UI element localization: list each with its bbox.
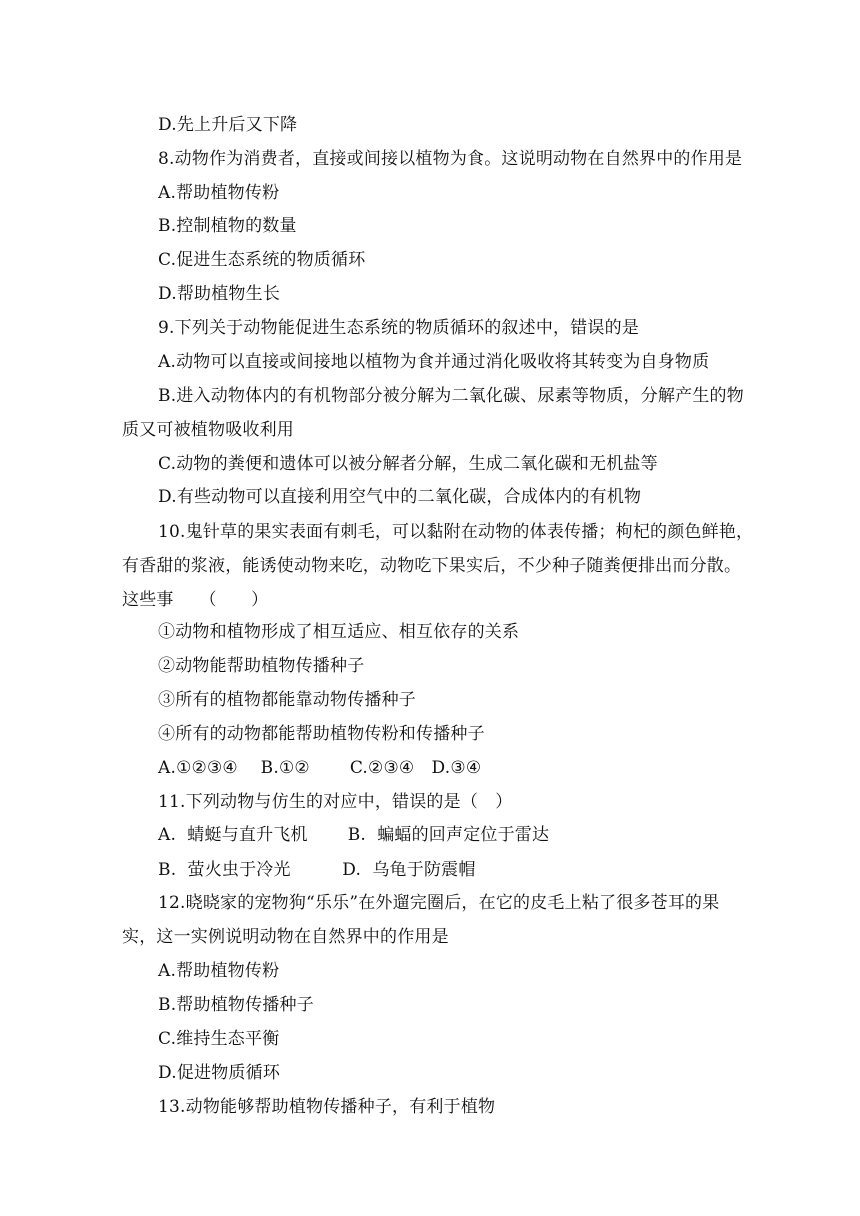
text-line: 8.动物作为消费者，直接或间接以植物为食。这说明动物在自然界中的作用是 — [158, 149, 743, 169]
text-line: A.①②③④ B.①② C.②③④ D.③④ — [158, 758, 482, 778]
text-line: D.先上升后又下降 — [158, 115, 298, 135]
text-line: A. 蜻蜓与直升飞机 B. 蝙蝠的回声定位于雷达 — [158, 825, 550, 845]
text-line: C.动物的粪便和遗体可以被分解者分解，生成二氧化碳和无机盐等 — [158, 454, 658, 474]
text-line: ②动物能帮助植物传播种子 — [158, 656, 365, 676]
text-line: ③所有的植物都能靠动物传播种子 — [158, 690, 416, 710]
text-line: ①动物和植物形成了相互适应、相互依存的关系 — [158, 622, 520, 642]
text-line: D.帮助植物生长 — [158, 284, 281, 304]
text-line: 11.下列动物与仿生的对应中，错误的是（ ） — [158, 792, 513, 812]
text-line: 有香甜的浆液，能诱使动物来吃，动物吃下果实后，不少种子随粪便排出而分散。 — [122, 556, 742, 576]
text-line: A.帮助植物传粉 — [158, 961, 280, 981]
text-line: 10.鬼针草的果实表面有刺毛，可以黏附在动物的体表传播；枸杞的颜色鲜艳， — [158, 522, 754, 542]
text-line: 质又可被植物吸收利用 — [122, 420, 294, 440]
text-line: ④所有的动物都能帮助植物传粉和传播种子 — [158, 724, 485, 744]
text-line: C.维持生态平衡 — [158, 1029, 280, 1049]
text-line: B.进入动物体内的有机物部分被分解为二氧化碳、尿素等物质，分解产生的物 — [158, 386, 744, 406]
text-line: 13.动物能够帮助植物传播种子，有利于植物 — [158, 1097, 496, 1117]
text-line: B. 萤火虫于冷光 D. 乌龟于防震帽 — [158, 860, 476, 880]
text-line: B.帮助植物传播种子 — [158, 995, 314, 1015]
text-line: 实，这一实例说明动物在自然界中的作用是 — [122, 927, 449, 947]
text-line: D.促进物质循环 — [158, 1063, 281, 1083]
text-line: A.帮助植物传粉 — [158, 183, 280, 203]
text-line: A.动物可以直接或间接地以植物为食并通过消化吸收将其转变为自身物质 — [158, 352, 710, 372]
text-line: C.促进生态系统的物质循环 — [158, 250, 366, 270]
text-line: B.控制植物的数量 — [158, 216, 297, 236]
text-line: 12.晓晓家的宠物狗“乐乐”在外遛完圈后，在它的皮毛上粘了很多苍耳的果 — [158, 893, 720, 913]
text-line: 9.下列关于动物能促进生态系统的物质循环的叙述中，错误的是 — [158, 318, 640, 338]
text-line: 这些事 （ ） — [122, 590, 269, 610]
text-line: D.有些动物可以直接利用空气中的二氧化碳，合成体内的有机物 — [158, 487, 642, 507]
